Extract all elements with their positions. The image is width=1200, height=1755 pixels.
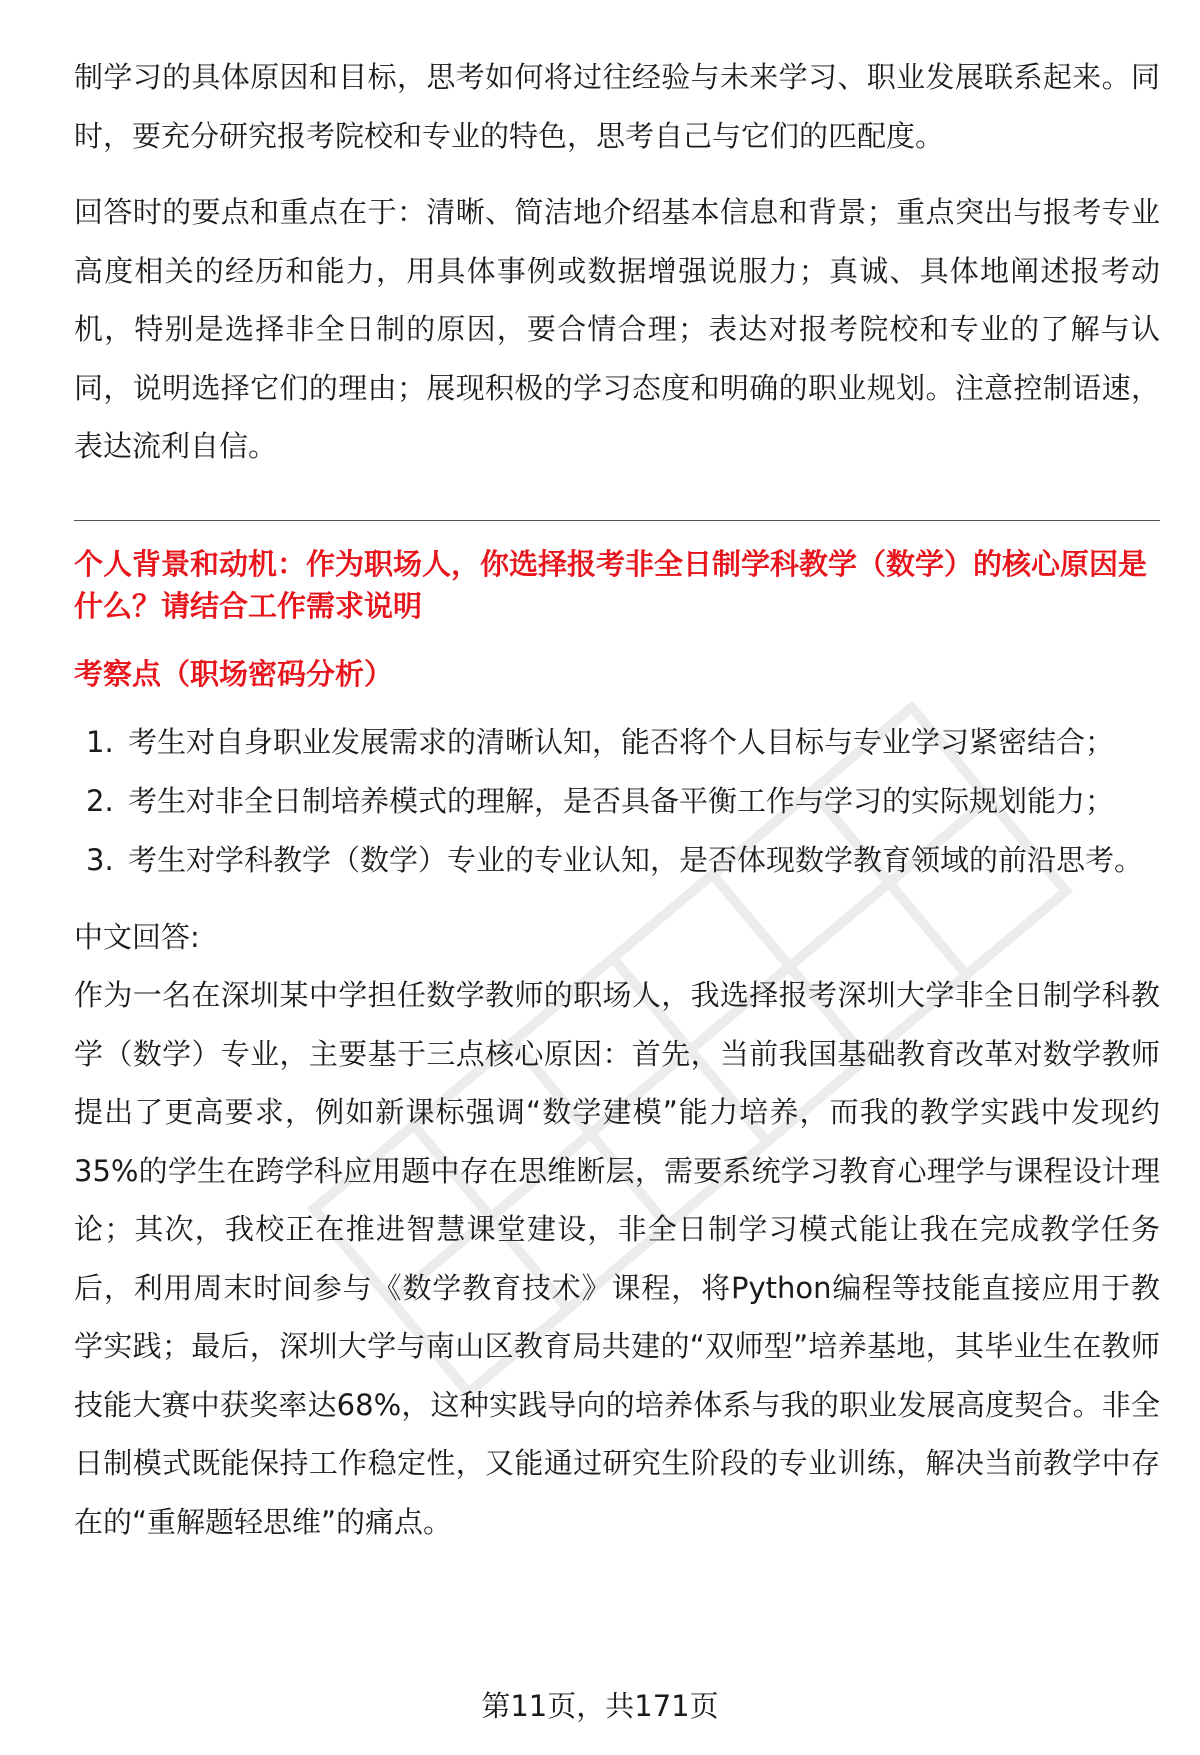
list-item-text: 考生对学科教学（数学）专业的专业认知，是否体现数学教育领域的前沿思考。 bbox=[128, 842, 1144, 877]
list-item-text: 考生对自身职业发展需求的清晰认知，能否将个人目标与专业学习紧密结合； bbox=[128, 724, 1115, 759]
exam-points-list bbox=[74, 713, 1160, 890]
section-divider bbox=[74, 520, 1160, 521]
answer-text: 作为一名在深圳某中学担任数学教师的职场人，我选择报考深圳大学非全日制学科教学（数学）专业，主要基于三点核心原因：首先，当前我国基础教育改革对数学教师提出了更高要求，例如新课标强调“数学建模”能力培养，而我的教学实践中发现约35%的学生在跨学科应用题中存在思维断层，需要系统学习教育心理学与课程设计理论；其次，我校正在推进智慧课堂建设，非全日制学习模式能让我在完成教学任务后，利用周末时间参与《数学教育技术》课程，将Python编程等技能直接应用于教学实践；最后，深圳大学与南山区教育局共建的“双师型”培养基地，其毕业生在教师技能大赛中获奖率达68%，这种实践导向的培养体系与我的职业发展高度契合。非全日制模式既能保持工作稳定性，又能通过研究生阶段的专业训练，解决当前教学中存在的“重解题轻思维”的痛点。 bbox=[74, 978, 1160, 1539]
list-item-number: 1. bbox=[86, 724, 114, 759]
answer-heading: 中文回答: bbox=[74, 919, 200, 954]
list-item-text: 考生对非全日制培养模式的理解，是否具备平衡工作与学习的实际规划能力； bbox=[128, 783, 1115, 818]
exam-points-heading: 考察点（职场密码分析） bbox=[74, 656, 394, 691]
document-page bbox=[74, 48, 1160, 1551]
list-item-number: 2. bbox=[86, 783, 114, 818]
list-item-number: 3. bbox=[86, 842, 114, 877]
list-item bbox=[74, 772, 1160, 831]
page-number: 第11页，共171页 bbox=[481, 1689, 719, 1723]
intro-paragraph-2: 回答时的要点和重点在于：清晰、简洁地介绍基本信息和背景；重点突出与报考专业高度相关的经历和能力，用具体事例或数据增强说服力；真诚、具体地阐述报考动机，特别是选择非全日制的原因，要合情合理；表达对报考院校和专业的了解与认同，说明选择它们的理由；展现积极的学习态度和明确的职业规划。注意控制语速，表达流利自信。 bbox=[74, 195, 1160, 463]
question-title: 个人背景和动机：作为职场人，你选择报考非全日制学科教学（数学）的核心原因是什么？请结合工作需求说明 bbox=[74, 546, 1148, 623]
list-item bbox=[74, 713, 1160, 772]
list-item bbox=[74, 831, 1160, 890]
intro-paragraph-1: 制学习的具体原因和目标，思考如何将过往经验与未来学习、职业发展联系起来。同时，要充分研究报考院校和专业的特色，思考自己与它们的匹配度。 bbox=[74, 60, 1160, 153]
